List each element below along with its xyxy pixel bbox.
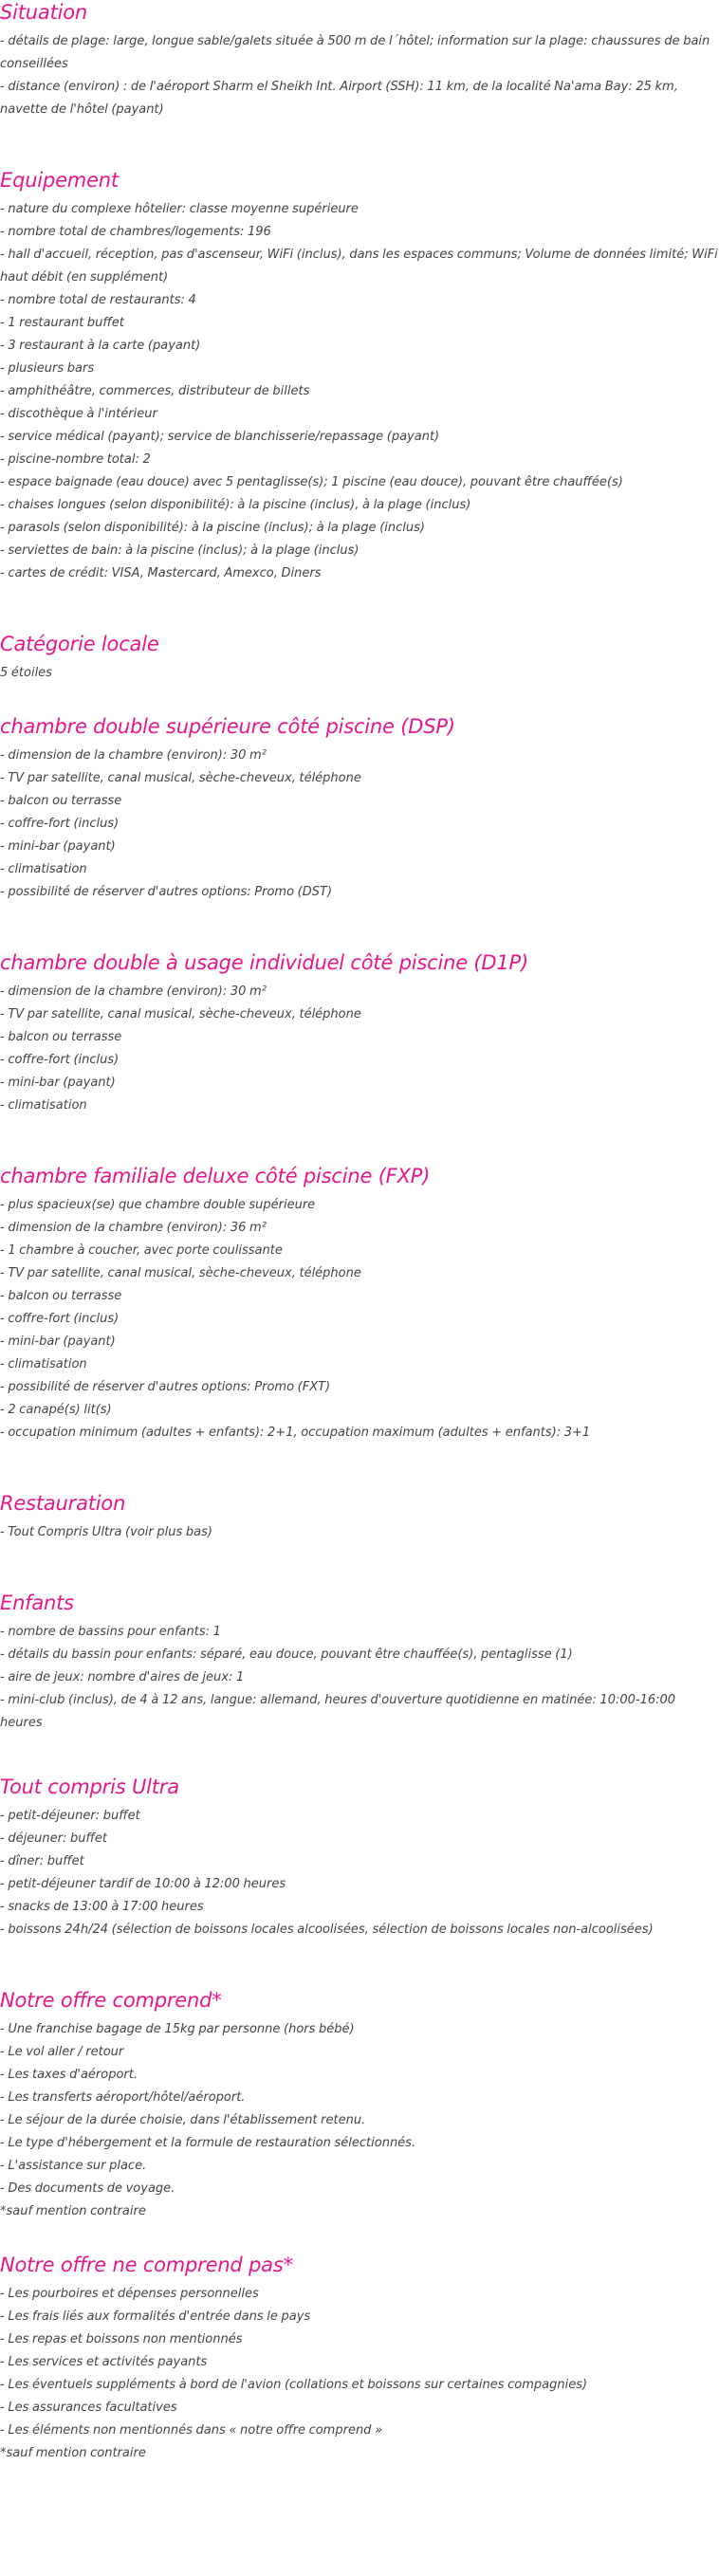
section-line: - Les frais liés aux formalités d'entrée dans le pays — [0, 2309, 311, 2324]
section-line: - parasols (selon disponibilité): à la piscine (inclus); à la plage (inclus) — [0, 521, 425, 535]
section-title: Notre offre comprend* — [0, 1989, 222, 2012]
section-title: Equipement — [0, 169, 119, 192]
section-line: - dimension de la chambre (environ): 30 m² — [0, 748, 267, 763]
section-line: - détails du bassin pour enfants: séparé, eau douce, pouvant être chauffée(s), pentaglisse (1) — [0, 1647, 573, 1662]
section-line: - 2 canapé(s) lit(s) — [0, 1403, 112, 1417]
section-line: - Le type d'hébergement et la formule de restauration sélectionnés. — [0, 2136, 416, 2150]
section-equipement — [0, 168, 719, 585]
section-line: - mini-bar (payant) — [0, 1334, 116, 1349]
section-line: - TV par satellite, canal musical, sèche-cheveux, téléphone — [0, 1266, 361, 1280]
section-line: - TV par satellite, canal musical, sèche-cheveux, téléphone — [0, 771, 361, 785]
section-line: - aire de jeux: nombre d'aires de jeux: 1 — [0, 1670, 245, 1684]
section-restauration — [0, 1491, 719, 1544]
section-title: chambre double supérieure côté piscine (DSP) — [0, 715, 455, 738]
section-line: - Les repas et boissons non mentionnés — [0, 2332, 243, 2346]
section-line: - possibilité de réserver d'autres options: Promo (DST) — [0, 885, 333, 899]
section-line: - climatisation — [0, 862, 87, 876]
section-line: - snacks de 13:00 à 17:00 heures — [0, 1900, 204, 1914]
section-line: - cartes de crédit: VISA, Mastercard, Amexco, Diners — [0, 566, 322, 580]
section-room-dsp — [0, 714, 719, 904]
section-line: - piscine-nombre total: 2 — [0, 452, 151, 467]
section-room-fxp — [0, 1164, 719, 1444]
section-line: - coffre-fort (inclus) — [0, 817, 120, 831]
section-line: - TV par satellite, canal musical, sèche-cheveux, téléphone — [0, 1007, 361, 1021]
section-line: - climatisation — [0, 1098, 87, 1113]
section-line: - distance (environ) : de l'aéroport Sharm el Sheikh Int. Airport (SSH): 11 km, de la localité Na'ama Bay: 25 km, navette de l'hôtel (payant) — [0, 80, 678, 117]
section-offre-ne-comprend-pas — [0, 2253, 719, 2465]
section-line: - amphithéâtre, commerces, distributeur de billets — [0, 384, 310, 398]
section-room-d1p — [0, 950, 719, 1117]
section-line: - Les pourboires et dépenses personnelles — [0, 2287, 259, 2301]
section-title: chambre familiale deluxe côté piscine (FXP) — [0, 1165, 431, 1187]
section-line: - Les taxes d'aéroport. — [0, 2068, 138, 2082]
section-line: - mini-bar (payant) — [0, 839, 116, 854]
section-line: - Des documents de voyage. — [0, 2181, 175, 2196]
section-title: Notre offre ne comprend pas* — [0, 2254, 293, 2276]
section-line: - plusieurs bars — [0, 361, 95, 376]
section-line: - dimension de la chambre (environ): 36 m² — [0, 1221, 267, 1235]
section-line: - Les services et activités payants — [0, 2355, 208, 2369]
section-enfants — [0, 1591, 719, 1735]
section-line: - dimension de la chambre (environ): 30 m² — [0, 984, 267, 999]
section-line: - 3 restaurant à la carte (payant) — [0, 339, 201, 353]
section-title: Restauration — [0, 1492, 126, 1515]
section-situation — [0, 0, 719, 121]
section-line: - boissons 24h/24 (sélection de boissons locales alcoolisées, sélection de boissons locales non-alcoolisées) — [0, 1923, 654, 1937]
section-title: Catégorie locale — [0, 633, 159, 655]
section-line: - Le vol aller / retour — [0, 2045, 124, 2059]
section-line: 5 étoiles — [0, 666, 52, 680]
section-line: - mini-bar (payant) — [0, 1076, 116, 1090]
section-line: - Les éléments non mentionnés dans « notre offre comprend » — [0, 2423, 383, 2438]
section-line: - serviettes de bain: à la piscine (inclus); à la plage (inclus) — [0, 543, 360, 558]
section-footnote: *sauf mention contraire — [0, 2204, 146, 2218]
section-line: - coffre-fort (inclus) — [0, 1312, 120, 1326]
section-line: - espace baignade (eau douce) avec 5 pentaglisse(s); 1 piscine (eau douce), pouvant être chauffée(s) — [0, 475, 623, 489]
section-line: - service médical (payant); service de blanchisserie/repassage (payant) — [0, 430, 440, 444]
section-line: - plus spacieux(se) que chambre double supérieure — [0, 1198, 316, 1212]
section-line: - L'assistance sur place. — [0, 2159, 147, 2173]
section-line: - balcon ou terrasse — [0, 1030, 122, 1044]
section-offre-comprend — [0, 1988, 719, 2223]
section-line: - 1 chambre à coucher, avec porte coulissante — [0, 1243, 283, 1258]
section-line: - Les assurances facultatives — [0, 2401, 177, 2415]
section-line: - Les transferts aéroport/hôtel/aéroport. — [0, 2090, 246, 2105]
section-line: - mini-club (inclus), de 4 à 12 ans, langue: allemand, heures d'ouverture quotidienne en matinée: 10:00-16:00 heures — [0, 1693, 676, 1730]
section-line: - Les éventuels suppléments à bord de l'avion (collations et boissons sur certaines compagnies) — [0, 2378, 588, 2392]
section-line: - nombre de bassins pour enfants: 1 — [0, 1625, 221, 1639]
section-line: - Une franchise bagage de 15kg par personne (hors bébé) — [0, 2022, 355, 2036]
section-line: - coffre-fort (inclus) — [0, 1053, 120, 1067]
section-title: Enfants — [0, 1592, 74, 1614]
section-line: - climatisation — [0, 1357, 87, 1371]
section-line: - balcon ou terrasse — [0, 1289, 122, 1303]
section-line: - 1 restaurant buffet — [0, 316, 124, 330]
section-title: chambre double à usage individuel côté piscine (D1P) — [0, 951, 529, 974]
section-line: - nombre total de chambres/logements: 196 — [0, 225, 271, 239]
section-line: - chaises longues (selon disponibilité): à la piscine (inclus), à la plage (inclus) — [0, 498, 471, 512]
section-categorie-locale — [0, 632, 719, 685]
section-line: - déjeuner: buffet — [0, 1831, 107, 1846]
section-line: - hall d'accueil, réception, pas d'ascenseur, WiFi (inclus), dans les espaces communs; Volume de données limité; WiFi haut débit (en supplément) — [0, 248, 718, 285]
section-line: - discothèque à l'intérieur — [0, 407, 157, 421]
section-line: - nature du complexe hôtelier: classe moyenne supérieure — [0, 202, 359, 216]
section-line: - possibilité de réserver d'autres options: Promo (FXT) — [0, 1380, 331, 1394]
section-line: - Tout Compris Ultra (voir plus bas) — [0, 1525, 212, 1539]
section-tout-compris-ultra — [0, 1775, 719, 1941]
section-title: Situation — [0, 1, 88, 24]
section-line: - dîner: buffet — [0, 1854, 84, 1868]
section-line: - petit-déjeuner tardif de 10:00 à 12:00 heures — [0, 1877, 286, 1891]
section-line: - occupation minimum (adultes + enfants): 2+1, occupation maximum (adultes + enfants): 3+1 — [0, 1426, 591, 1440]
section-footnote: *sauf mention contraire — [0, 2446, 146, 2460]
section-line: - petit-déjeuner: buffet — [0, 1809, 140, 1823]
section-line: - détails de plage: large, longue sable/galets située à 500 m de l´hôtel; information sur la plage: chaussures de bain conseillées — [0, 34, 710, 71]
section-line: - nombre total de restaurants: 4 — [0, 293, 196, 307]
section-line: - Le séjour de la durée choisie, dans l'établissement retenu. — [0, 2113, 366, 2127]
section-line: - balcon ou terrasse — [0, 794, 122, 808]
section-title: Tout compris Ultra — [0, 1776, 179, 1798]
